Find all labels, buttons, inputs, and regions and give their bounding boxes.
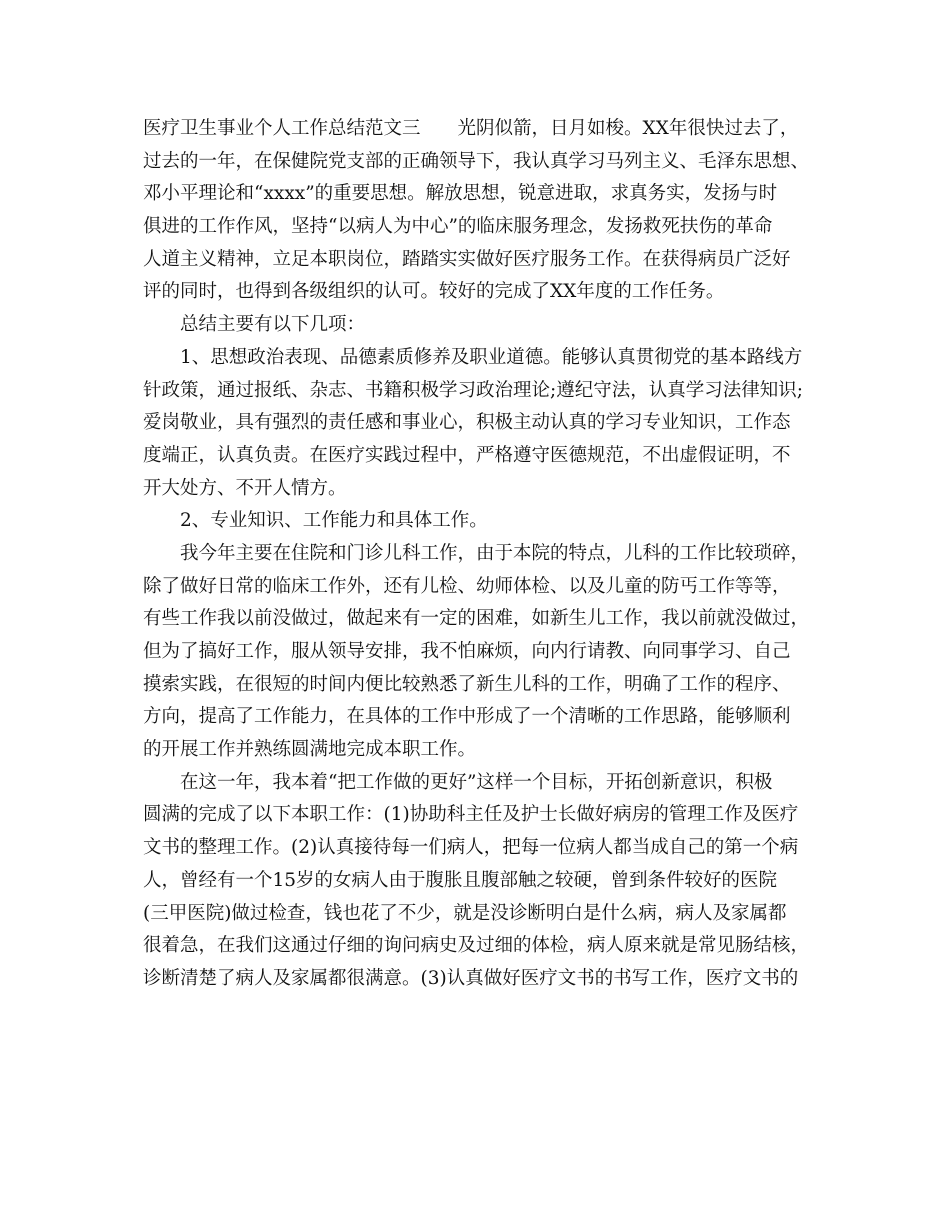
document-body [143,113,813,996]
paragraph-start-line: 在这一年，我本着“把工作做的更好”这样一个目标，开拓创新意识，积极 [180,771,773,793]
text-line: 邓小平理论和“xxxx”的重要思想。解放思想，锐意进取，求真务实，发扬与时 [143,183,778,205]
text-line: 圆满的完成了以下本职工作：(1)协助科主任及护士长做好病房的管理工作及医疗 [143,804,799,826]
text-line: 除了做好日常的临床工作外，还有儿检、幼师体检、以及儿童的防丐工作等等， [143,575,791,597]
text-line: 的开展工作并熟练圆满地完成本职工作。 [143,739,477,761]
text-line: 人道主义精神，立足本职岗位，踏踏实实做好医疗服务工作。在获得病员广泛好 [143,248,791,270]
text-line: 爱岗敬业，具有强烈的责任感和事业心，积极主动认真的学习专业知识，工作态 [143,412,791,434]
text-line: 过去的一年，在保健院党支部的正确领导下，我认真学习马列主义、毛泽东思想、 [143,150,810,172]
paragraph-start-line: 我今年主要在住院和门诊儿科工作，由于本院的特点，儿科的工作比较琐碎， [180,542,810,564]
text-line: 摸索实践，在很短的时间内便比较熟悉了新生儿科的工作，明确了工作的程序、 [143,673,791,695]
text-line: 但为了搞好工作，服从领导安排，我不怕麻烦，向内行请教、向同事学习、自己 [143,641,791,662]
text-line: 很着急，在我们这通过仔细的询问病史及过细的体检，病人原来就是常见肠结核， [143,935,810,957]
text-line: 诊断清楚了病人及家属都很满意。(3)认真做好医疗文书的书写工作，医疗文书的 [143,967,799,989]
section-heading-1: 1、思想政治表现、品德素质修养及职业道德。能够认真贯彻党的基本路线方 [180,346,803,368]
text-line: 人，曾经有一个15岁的女病人由于腹胀且腹部触之较硬，曾到条件较好的医院 [143,869,778,891]
section-heading-2: 2、专业知识、工作能力和具体工作。 [180,510,488,532]
text-line: 文书的整理工作。(2)认真接待每一们病人，把每一位病人都当成自己的第一个病 [143,837,799,859]
text-line: 医疗卫生事业个人工作总结范文三 光阴似箭，日月如梭。XX年很快过去了， [143,118,799,139]
text-line: 有些工作我以前没做过，做起来有一定的困难，如新生儿工作，我以前就没做过， [143,608,810,630]
text-line: 俱进的工作作风，坚持“以病人为中心”的临床服务理念，发扬救死扶伤的革命 [143,216,773,238]
text-line: 度端正，认真负责。在医疗实践过程中，严格遵守医德规范，不出虚假证明，不 [143,444,791,466]
text-line: 方向，提高了工作能力，在具体的工作中形成了一个清晰的工作思路，能够顺利 [143,706,791,728]
text-line: (三甲医院)做过检查，钱也花了不少，就是没诊断明白是什么病，病人及家属都 [143,902,787,924]
text-line: 开大处方、不开人情方。 [143,477,347,499]
text-line: 评的同时，也得到各级组织的认可。较好的完成了XX年度的工作任务。 [143,281,725,303]
section-intro-line: 总结主要有以下几项： [180,314,366,336]
text-line: 针政策，通过报纸、杂志、书籍积极学习政治理论;遵纪守法，认真学习法律知识; [143,379,803,401]
